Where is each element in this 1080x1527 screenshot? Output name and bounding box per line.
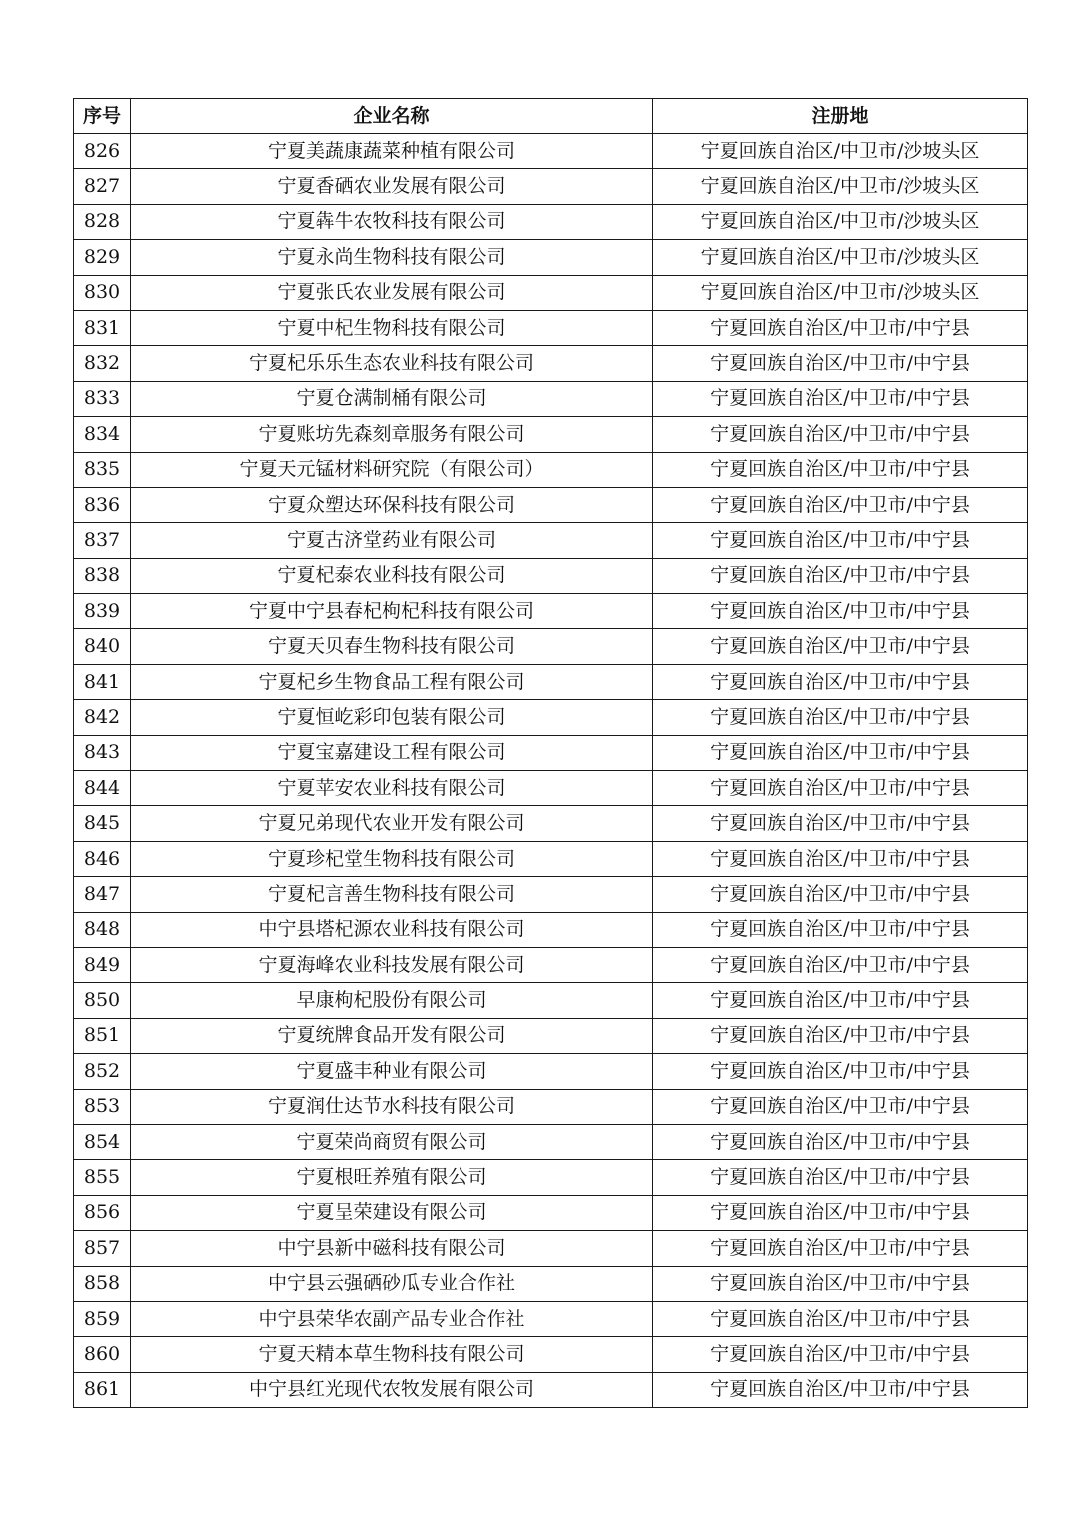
serial-number-cell: 850 <box>74 983 131 1018</box>
table-row <box>74 417 1028 452</box>
registered-place-cell: 宁夏回族自治区/中卫市/中宁县 <box>653 558 1028 593</box>
table-row <box>74 806 1028 841</box>
enterprise-name-cell: 宁夏众塑达环保科技有限公司 <box>131 487 653 522</box>
enterprise-name-cell: 宁夏苹安农业科技有限公司 <box>131 771 653 806</box>
enterprise-name-cell: 宁夏张氏农业发展有限公司 <box>131 275 653 310</box>
serial-number-cell: 842 <box>74 700 131 735</box>
enterprise-name-cell: 宁夏香硒农业发展有限公司 <box>131 169 653 204</box>
table-row <box>74 629 1028 664</box>
serial-number-cell: 841 <box>74 664 131 699</box>
serial-number-cell: 833 <box>74 381 131 416</box>
table-row <box>74 1089 1028 1124</box>
registered-place-cell: 宁夏回族自治区/中卫市/沙坡头区 <box>653 240 1028 275</box>
registered-place-cell: 宁夏回族自治区/中卫市/中宁县 <box>653 310 1028 345</box>
registered-place-cell: 宁夏回族自治区/中卫市/沙坡头区 <box>653 204 1028 239</box>
table-row <box>74 204 1028 239</box>
enterprise-name-cell: 中宁县红光现代农牧发展有限公司 <box>131 1372 653 1407</box>
serial-number-cell: 858 <box>74 1266 131 1301</box>
enterprise-name-cell: 宁夏天贝春生物科技有限公司 <box>131 629 653 664</box>
enterprise-name-cell: 宁夏荣尚商贸有限公司 <box>131 1124 653 1159</box>
registered-place-cell: 宁夏回族自治区/中卫市/中宁县 <box>653 771 1028 806</box>
registered-place-cell: 宁夏回族自治区/中卫市/中宁县 <box>653 947 1028 982</box>
header-enterprise-name: 企业名称 <box>131 99 653 134</box>
table-row <box>74 523 1028 558</box>
table-row <box>74 381 1028 416</box>
enterprise-name-cell: 中宁县新中磁科技有限公司 <box>131 1231 653 1266</box>
table-row <box>74 1124 1028 1159</box>
enterprise-name-cell: 宁夏根旺养殖有限公司 <box>131 1160 653 1195</box>
serial-number-cell: 827 <box>74 169 131 204</box>
registered-place-cell: 宁夏回族自治区/中卫市/中宁县 <box>653 700 1028 735</box>
serial-number-cell: 859 <box>74 1301 131 1336</box>
serial-number-cell: 846 <box>74 841 131 876</box>
registered-place-cell: 宁夏回族自治区/中卫市/中宁县 <box>653 629 1028 664</box>
table-row <box>74 240 1028 275</box>
table-row <box>74 1054 1028 1089</box>
enterprise-name-cell: 宁夏统牌食品开发有限公司 <box>131 1018 653 1053</box>
registered-place-cell: 宁夏回族自治区/中卫市/中宁县 <box>653 346 1028 381</box>
header-serial-number: 序号 <box>74 99 131 134</box>
table-row <box>74 947 1028 982</box>
enterprise-name-cell: 宁夏仓满制桶有限公司 <box>131 381 653 416</box>
registered-place-cell: 宁夏回族自治区/中卫市/中宁县 <box>653 1018 1028 1053</box>
enterprise-name-cell: 宁夏犇牛农牧科技有限公司 <box>131 204 653 239</box>
registered-place-cell: 宁夏回族自治区/中卫市/中宁县 <box>653 1231 1028 1266</box>
registered-place-cell: 宁夏回族自治区/中卫市/中宁县 <box>653 523 1028 558</box>
registered-place-cell: 宁夏回族自治区/中卫市/中宁县 <box>653 417 1028 452</box>
table-row <box>74 841 1028 876</box>
registered-place-cell: 宁夏回族自治区/中卫市/沙坡头区 <box>653 275 1028 310</box>
table-row <box>74 664 1028 699</box>
serial-number-cell: 852 <box>74 1054 131 1089</box>
enterprise-name-cell: 宁夏兄弟现代农业开发有限公司 <box>131 806 653 841</box>
table-row <box>74 912 1028 947</box>
enterprise-name-cell: 宁夏古济堂药业有限公司 <box>131 523 653 558</box>
serial-number-cell: 830 <box>74 275 131 310</box>
registered-place-cell: 宁夏回族自治区/中卫市/中宁县 <box>653 1089 1028 1124</box>
table-row <box>74 1266 1028 1301</box>
enterprise-name-cell: 宁夏永尚生物科技有限公司 <box>131 240 653 275</box>
table-row <box>74 1231 1028 1266</box>
enterprise-name-cell: 宁夏中宁县春杞枸杞科技有限公司 <box>131 594 653 629</box>
enterprise-name-cell: 宁夏海峰农业科技发展有限公司 <box>131 947 653 982</box>
serial-number-cell: 853 <box>74 1089 131 1124</box>
table-row <box>74 1160 1028 1195</box>
table-row <box>74 983 1028 1018</box>
enterprise-name-cell: 宁夏恒屹彩印包装有限公司 <box>131 700 653 735</box>
registered-place-cell: 宁夏回族自治区/中卫市/中宁县 <box>653 912 1028 947</box>
header-row <box>74 99 1028 134</box>
serial-number-cell: 828 <box>74 204 131 239</box>
enterprise-name-cell: 宁夏账坊先森刻章服务有限公司 <box>131 417 653 452</box>
serial-number-cell: 861 <box>74 1372 131 1407</box>
table-row <box>74 310 1028 345</box>
serial-number-cell: 829 <box>74 240 131 275</box>
enterprise-name-cell: 宁夏天元锰材料研究院（有限公司） <box>131 452 653 487</box>
serial-number-cell: 834 <box>74 417 131 452</box>
enterprise-name-cell: 中宁县塔杞源农业科技有限公司 <box>131 912 653 947</box>
registered-place-cell: 宁夏回族自治区/中卫市/中宁县 <box>653 983 1028 1018</box>
registered-place-cell: 宁夏回族自治区/中卫市/中宁县 <box>653 487 1028 522</box>
serial-number-cell: 845 <box>74 806 131 841</box>
table-row <box>74 346 1028 381</box>
enterprise-name-cell: 宁夏杞泰农业科技有限公司 <box>131 558 653 593</box>
serial-number-cell: 847 <box>74 877 131 912</box>
serial-number-cell: 844 <box>74 771 131 806</box>
serial-number-cell: 838 <box>74 558 131 593</box>
table-row <box>74 1337 1028 1372</box>
enterprise-name-cell: 早康枸杞股份有限公司 <box>131 983 653 1018</box>
enterprise-name-cell: 中宁县荣华农副产品专业合作社 <box>131 1301 653 1336</box>
registered-place-cell: 宁夏回族自治区/中卫市/中宁县 <box>653 664 1028 699</box>
registered-place-cell: 宁夏回族自治区/中卫市/中宁县 <box>653 1054 1028 1089</box>
registered-place-cell: 宁夏回族自治区/中卫市/中宁县 <box>653 806 1028 841</box>
table-row <box>74 877 1028 912</box>
serial-number-cell: 851 <box>74 1018 131 1053</box>
table-row <box>74 487 1028 522</box>
enterprise-name-cell: 宁夏杞言善生物科技有限公司 <box>131 877 653 912</box>
enterprise-name-cell: 宁夏盛丰种业有限公司 <box>131 1054 653 1089</box>
registered-place-cell: 宁夏回族自治区/中卫市/中宁县 <box>653 1301 1028 1336</box>
registered-place-cell: 宁夏回族自治区/中卫市/中宁县 <box>653 594 1028 629</box>
serial-number-cell: 856 <box>74 1195 131 1230</box>
serial-number-cell: 857 <box>74 1231 131 1266</box>
enterprise-name-cell: 中宁县云强硒砂瓜专业合作社 <box>131 1266 653 1301</box>
serial-number-cell: 826 <box>74 134 131 169</box>
serial-number-cell: 831 <box>74 310 131 345</box>
serial-number-cell: 843 <box>74 735 131 770</box>
registered-place-cell: 宁夏回族自治区/中卫市/中宁县 <box>653 1337 1028 1372</box>
registered-place-cell: 宁夏回族自治区/中卫市/中宁县 <box>653 1195 1028 1230</box>
table-header <box>74 99 1028 134</box>
registered-place-cell: 宁夏回族自治区/中卫市/中宁县 <box>653 735 1028 770</box>
enterprise-name-cell: 宁夏呈荣建设有限公司 <box>131 1195 653 1230</box>
serial-number-cell: 832 <box>74 346 131 381</box>
table-row <box>74 275 1028 310</box>
serial-number-cell: 854 <box>74 1124 131 1159</box>
header-registered-place: 注册地 <box>653 99 1028 134</box>
registered-place-cell: 宁夏回族自治区/中卫市/中宁县 <box>653 1372 1028 1407</box>
table-row <box>74 169 1028 204</box>
table-row <box>74 594 1028 629</box>
registered-place-cell: 宁夏回族自治区/中卫市/中宁县 <box>653 381 1028 416</box>
enterprise-name-cell: 宁夏杞乐乐生态农业科技有限公司 <box>131 346 653 381</box>
serial-number-cell: 836 <box>74 487 131 522</box>
registered-place-cell: 宁夏回族自治区/中卫市/中宁县 <box>653 452 1028 487</box>
enterprise-name-cell: 宁夏天精本草生物科技有限公司 <box>131 1337 653 1372</box>
registered-place-cell: 宁夏回族自治区/中卫市/沙坡头区 <box>653 134 1028 169</box>
enterprise-name-cell: 宁夏珍杞堂生物科技有限公司 <box>131 841 653 876</box>
table-row <box>74 558 1028 593</box>
table-row <box>74 452 1028 487</box>
table-row <box>74 771 1028 806</box>
serial-number-cell: 840 <box>74 629 131 664</box>
enterprise-table <box>73 98 1028 1408</box>
registered-place-cell: 宁夏回族自治区/中卫市/中宁县 <box>653 1266 1028 1301</box>
serial-number-cell: 855 <box>74 1160 131 1195</box>
registered-place-cell: 宁夏回族自治区/中卫市/沙坡头区 <box>653 169 1028 204</box>
serial-number-cell: 848 <box>74 912 131 947</box>
serial-number-cell: 860 <box>74 1337 131 1372</box>
enterprise-name-cell: 宁夏宝嘉建设工程有限公司 <box>131 735 653 770</box>
table-row <box>74 1372 1028 1407</box>
registered-place-cell: 宁夏回族自治区/中卫市/中宁县 <box>653 1124 1028 1159</box>
registered-place-cell: 宁夏回族自治区/中卫市/中宁县 <box>653 1160 1028 1195</box>
table-row <box>74 700 1028 735</box>
serial-number-cell: 837 <box>74 523 131 558</box>
table-row <box>74 1195 1028 1230</box>
table-body <box>74 134 1028 1408</box>
table-row <box>74 134 1028 169</box>
enterprise-name-cell: 宁夏杞乡生物食品工程有限公司 <box>131 664 653 699</box>
registered-place-cell: 宁夏回族自治区/中卫市/中宁县 <box>653 841 1028 876</box>
table-row <box>74 1301 1028 1336</box>
registered-place-cell: 宁夏回族自治区/中卫市/中宁县 <box>653 877 1028 912</box>
table-row <box>74 735 1028 770</box>
serial-number-cell: 835 <box>74 452 131 487</box>
serial-number-cell: 839 <box>74 594 131 629</box>
table-row <box>74 1018 1028 1053</box>
enterprise-name-cell: 宁夏中杞生物科技有限公司 <box>131 310 653 345</box>
serial-number-cell: 849 <box>74 947 131 982</box>
enterprise-name-cell: 宁夏美蔬康蔬菜种植有限公司 <box>131 134 653 169</box>
enterprise-name-cell: 宁夏润仕达节水科技有限公司 <box>131 1089 653 1124</box>
